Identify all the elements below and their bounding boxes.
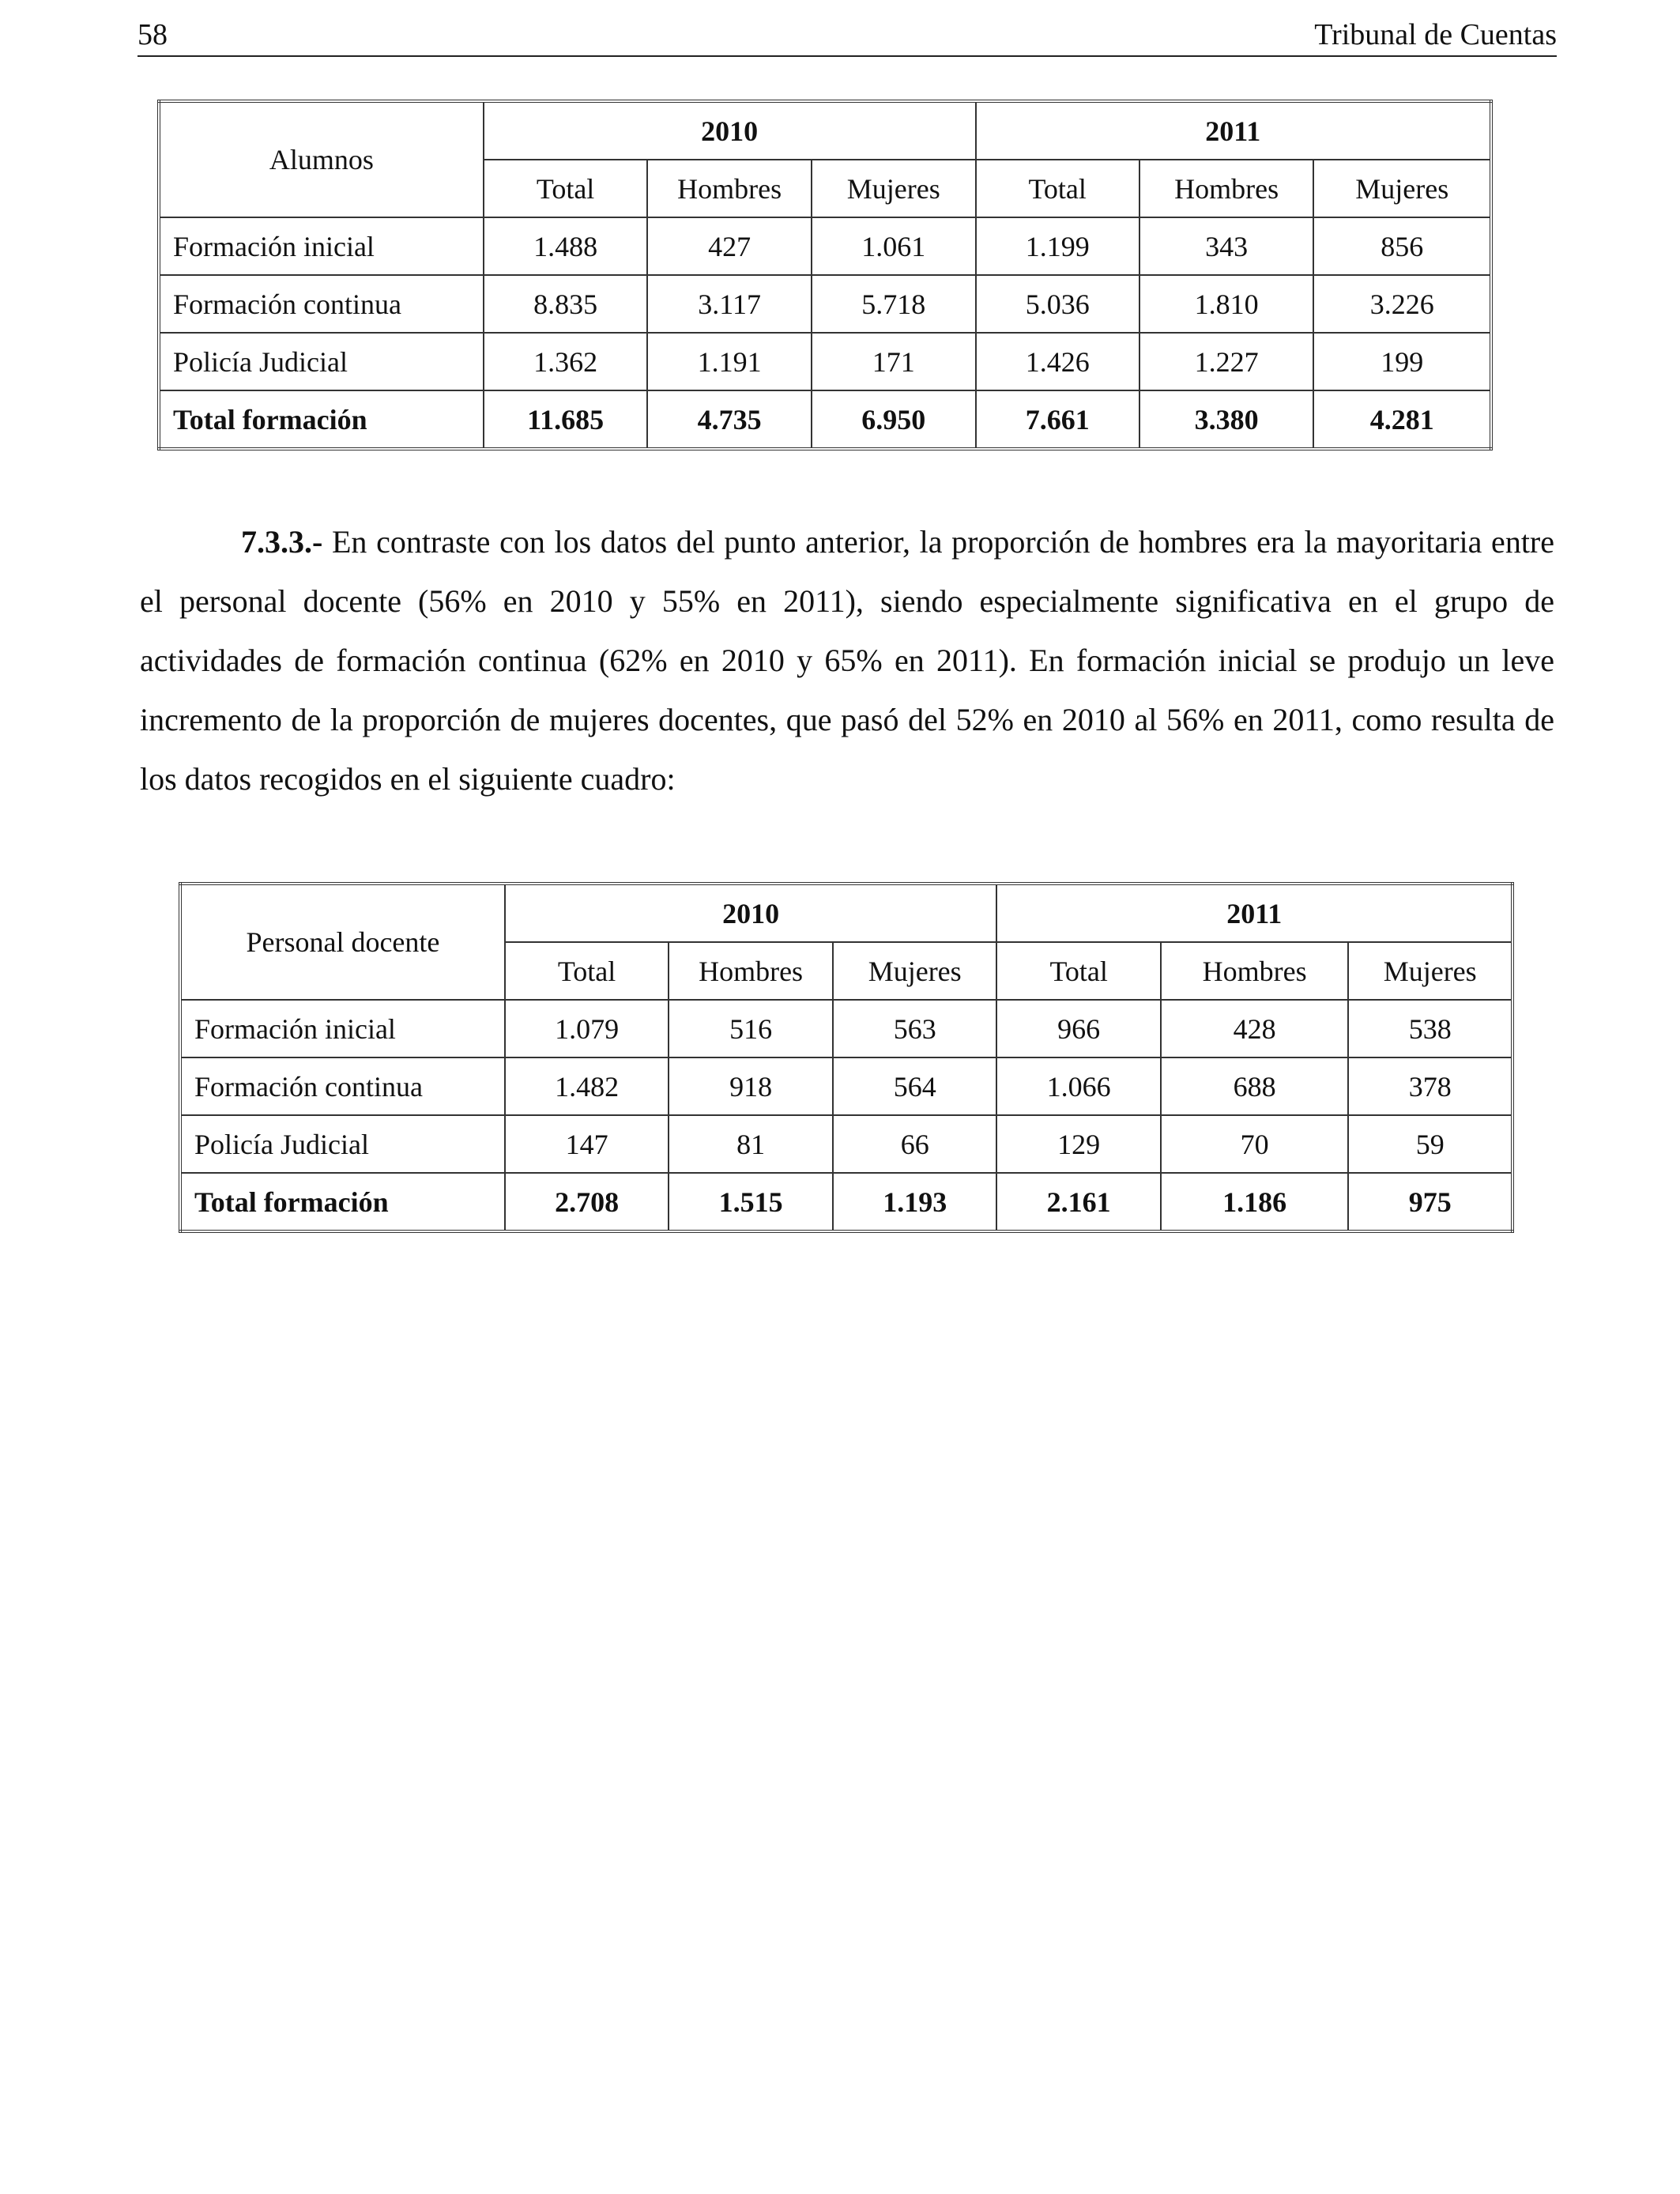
- table-cell: 147: [505, 1115, 669, 1173]
- table-cell: 3.226: [1313, 275, 1491, 333]
- column-header: Hombres: [1139, 160, 1314, 217]
- table-row: [180, 1057, 1512, 1115]
- paragraph-text: En contraste con los datos del punto anterior, la proporción de hombres era la mayoritaria entre el personal docente (56% en 2010 y 55% en 2011), siendo especialmente significativa en el grupo de actividades de formación continua (62% en 2010 y 65% en 2011). En formación inicial se produjo un leve incremento de la proporción de mujeres docentes, que pasó del 52% en 2010 al 56% en 2011, como resulta de los datos recogidos en el siguiente cuadro:: [140, 524, 1555, 797]
- table-cell: 1.488: [484, 217, 647, 275]
- table-row: [159, 333, 1491, 390]
- table-cell: 1.227: [1139, 333, 1314, 390]
- table-cell: 4.281: [1313, 390, 1491, 449]
- table-cell: 2.708: [505, 1173, 669, 1231]
- table-cell: 1.199: [976, 217, 1139, 275]
- table-corner-label: Alumnos: [159, 101, 484, 217]
- column-header: Hombres: [1161, 942, 1349, 1000]
- table-cell: 516: [669, 1000, 833, 1057]
- personal-docente-table: [179, 882, 1514, 1233]
- column-header: Total: [996, 942, 1160, 1000]
- table-cell: 4.735: [647, 390, 812, 449]
- table-cell: 1.191: [647, 333, 812, 390]
- table-cell: 1.061: [812, 217, 976, 275]
- table-cell: 918: [669, 1057, 833, 1115]
- page-header: [137, 14, 1557, 57]
- table-cell: 59: [1348, 1115, 1512, 1173]
- header-organization: Tribunal de Cuentas: [1314, 18, 1557, 51]
- table-cell: 8.835: [484, 275, 647, 333]
- table-cell: 1.810: [1139, 275, 1314, 333]
- table-cell: 966: [996, 1000, 1160, 1057]
- year-header: 2011: [976, 101, 1492, 160]
- column-header: Mujeres: [1348, 942, 1512, 1000]
- table-cell: 171: [812, 333, 976, 390]
- table-cell: 66: [833, 1115, 997, 1173]
- table-total-row: [180, 1173, 1512, 1231]
- table-cell: 81: [669, 1115, 833, 1173]
- year-header: 2011: [996, 884, 1512, 942]
- table-cell: 6.950: [812, 390, 976, 449]
- body-paragraph: [140, 512, 1554, 809]
- table-cell: 1.426: [976, 333, 1139, 390]
- table-row: [159, 217, 1491, 275]
- table-cell: 428: [1161, 1000, 1349, 1057]
- table-cell: 1.066: [996, 1057, 1160, 1115]
- table-cell: 1.079: [505, 1000, 669, 1057]
- column-header: Mujeres: [812, 160, 976, 217]
- table-total-row: [159, 390, 1491, 449]
- table-cell: 70: [1161, 1115, 1349, 1173]
- table-cell: 538: [1348, 1000, 1512, 1057]
- alumnos-table: [157, 100, 1493, 450]
- table-cell: 1.362: [484, 333, 647, 390]
- table-cell: 688: [1161, 1057, 1349, 1115]
- table-cell: 427: [647, 217, 812, 275]
- column-header: Hombres: [647, 160, 812, 217]
- paragraph-number: 7.3.3.-: [241, 524, 323, 560]
- row-label: Formación inicial: [159, 217, 484, 275]
- row-label: Policía Judicial: [159, 333, 484, 390]
- table-cell: 343: [1139, 217, 1314, 275]
- table-corner-label: Personal docente: [180, 884, 505, 1000]
- table-cell: 3.380: [1139, 390, 1314, 449]
- table-cell: 1.186: [1161, 1173, 1349, 1231]
- row-label: Policía Judicial: [180, 1115, 505, 1173]
- table-cell: 563: [833, 1000, 997, 1057]
- year-header: 2010: [505, 884, 997, 942]
- year-header: 2010: [484, 101, 976, 160]
- row-label: Formación continua: [159, 275, 484, 333]
- table-cell: 1.515: [669, 1173, 833, 1231]
- table-cell: 11.685: [484, 390, 647, 449]
- column-header: Mujeres: [833, 942, 997, 1000]
- table-cell: 3.117: [647, 275, 812, 333]
- column-header: Total: [976, 160, 1139, 217]
- table-cell: 378: [1348, 1057, 1512, 1115]
- row-label: Total formación: [180, 1173, 505, 1231]
- table-cell: 2.161: [996, 1173, 1160, 1231]
- table-row: [180, 1000, 1512, 1057]
- table-cell: 5.718: [812, 275, 976, 333]
- table-cell: 5.036: [976, 275, 1139, 333]
- column-header: Total: [505, 942, 669, 1000]
- table-cell: 856: [1313, 217, 1491, 275]
- table-cell: 129: [996, 1115, 1160, 1173]
- row-label: Formación inicial: [180, 1000, 505, 1057]
- column-header: Mujeres: [1313, 160, 1491, 217]
- table-cell: 975: [1348, 1173, 1512, 1231]
- row-label: Formación continua: [180, 1057, 505, 1115]
- table-cell: 1.193: [833, 1173, 997, 1231]
- table-cell: 1.482: [505, 1057, 669, 1115]
- row-label: Total formación: [159, 390, 484, 449]
- column-header: Total: [484, 160, 647, 217]
- table-row: [180, 1115, 1512, 1173]
- table-cell: 199: [1313, 333, 1491, 390]
- column-header: Hombres: [669, 942, 833, 1000]
- table-cell: 564: [833, 1057, 997, 1115]
- table-row: [159, 275, 1491, 333]
- page-number: 58: [137, 18, 168, 51]
- table-cell: 7.661: [976, 390, 1139, 449]
